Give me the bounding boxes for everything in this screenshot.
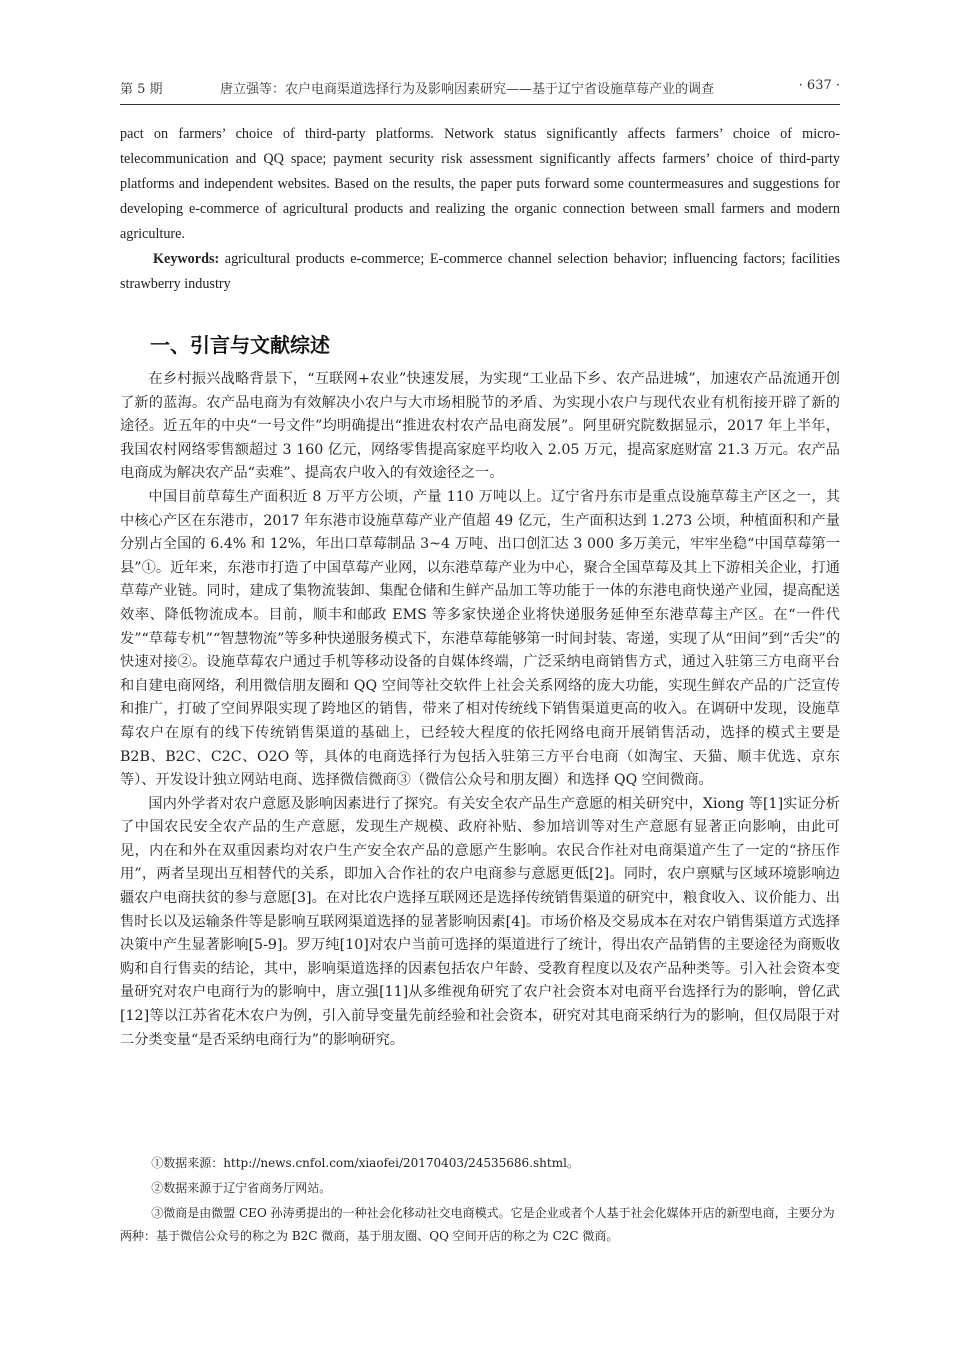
keywords-label: Keywords: — [153, 251, 220, 267]
keywords — [120, 247, 840, 297]
page-number: · 637 · — [798, 78, 840, 93]
body-text — [120, 368, 840, 1052]
footnote: ②数据来源于辽宁省商务厅网站。 — [151, 1181, 332, 1195]
issue-number: 第 5 期 — [120, 82, 163, 97]
paragraph: 在乡村振兴战略背景下，“互联网+农业”快速发展，为实现“工业品下乡、农产品进城”，加速农产品流通开创了新的蓝海。农产品电商为有效解决小农户与大市场相脱节的矛盾、为实现小农户与现代农业有机衔接开辟了新的途径。近五年的中央“一号文件”均明确提出“推进农村农产品电商发展”。阿里研究院数据显示，2017 年上半年，我国农村网络零售额超过 3 160 亿元，网络零售提高家庭平均收入 2.05 万元，提高家庭财富 21.3 万元。农产品电商成为解决农产品“卖难”、提高农户收入的有效途径之一。 — [120, 371, 840, 482]
running-header — [120, 74, 840, 105]
paragraph: 中国目前草莓生产面积近 8 万平方公顷，产量 110 万吨以上。辽宁省丹东市是重点设施草莓主产区之一，其中核心产区在东港市，2017 年东港市设施草莓产业产值超 49 亿元，生产面积达到 1.273 公顷，种植面积和产量分别占全国的 6.4% 和 12%，年出口草莓制品 3~4 万吨、出口创汇达 3 000 多万美元，牢牢坐稳“中国草莓第一县”①。近年来，东港市打造了中国草莓产业网，以东港草莓产业为中心，聚合全国草莓及其上下游相关企业，打通草莓产业链。同时，建成了集物流装卸、集配仓储和生鲜产品加工等功能于一体的东港电商快递产业园，提高配送效率、降低物流成本。目前，顺丰和邮政 EMS 等多家快递企业将快递服务延伸至东港草莓主产区。在“一件代发”“草莓专机”“智慧物流”等多种快递服务模式下，东港草莓能够第一时间封装、寄递，实现了从“田间”到“舌尖”的快速对接②。设施草莓农户通过手机等移动设备的自媒体终端，广泛采纳电商销售方式，通过入驻第三方电商平台和自建电商网络，利用微信朋友圈和 QQ 空间等社交软件上社会关系网络的庞大功能，实现生鲜农产品的广泛宣传和推广，打破了空间界限实现了跨地区的销售，带来了相对传统线下销售渠道更高的收入。在调研中发现，设施草莓农户在原有的线下传统销售渠道的基础上，已经较大程度的依托网络电商开展销售活动，选择的模式主要是 B2B、B2C、C2C、O2O 等，具体的电商选择行为包括入驻第三方平台电商（如淘宝、天猫、顺丰优选、京东等）、开发设计独立网站电商、选择微信微商③（微信公众号和朋友圈）和选择 QQ 空间微商。 — [120, 488, 841, 789]
keywords-text: agricultural products e-commerce; E-commerce channel selection behavior; influencing factors; facilities strawberry industry — [120, 251, 840, 292]
paragraph: 国内外学者对农户意愿及影响因素进行了探究。有关安全农产品生产意愿的相关研究中，Xiong 等[1]实证分析了中国农民安全农产品的生产意愿，发现生产规模、政府补贴、参加培训等对生产意愿有显著正向影响，由此可见，内在和外在双重因素均对农户生产安全农产品的意愿产生影响。农民合作社对电商渠道产生了一定的“挤压作用”，两者呈现出互相替代的关系，即加入合作社的农户电商参与意愿更低[2]。同时，农户禀赋与区域环境影响边疆农户电商扶贫的参与意愿[3]。在对比农户选择互联网还是选择传统销售渠道的研究中，粮食收入、议价能力、出售时长以及运输条件等是影响互联网渠道选择的显著影响因素[4]。市场价格及交易成本在对农户销售渠道方式选择决策中产生显著影响[5-9]。罗万纯[10]对农户当前可选择的渠道进行了统计，得出农产品销售的主要途径为商贩收购和自行售卖的结论，其中，影响渠道选择的因素包括农户年龄、受教育程度以及农产品种类等。引入社会资本变量研究对农户电商行为的影响中，唐立强[11]从多维视角研究了农户社会资本对电商平台选择行为的影响，曾亿武[12]等以江苏省花木农户为例，引入前导变量先前经验和社会资本，研究对其电商采纳行为的影响，但仅局限于对二分类变量“是否采纳电商行为”的影响研究。 — [120, 795, 840, 1048]
footnote: ③微商是由微盟 CEO 孙涛勇提出的一种社会化移动社交电商模式。它是企业或者个人基于社会化媒体开店的新型电商，主要分为两种：基于微信公众号的称之为 B2C 微商，基于朋友圈、QQ 空间开店的称之为 C2C 微商。 — [120, 1206, 835, 1243]
running-title: 唐立强等：农户电商渠道选择行为及影响因素研究——基于辽宁省设施草莓产业的调查 — [220, 82, 715, 97]
footnote: ①数据来源：http://news.cnfol.com/xiaofei/20170403/24535686.shtml。 — [151, 1156, 579, 1170]
abstract-tail: pact on farmers’ choice of third-party platforms. Network status significantly affects farmers’ choice of micro-telecommunication and QQ space; payment security risk assessment significantly affects farmers’ choice of third-party platforms and independent websites. Based on the results, the paper puts forward some countermeasures and suggestions for developing e-commerce of agricultural products and realizing the organic connection between small farmers and modern agriculture. — [120, 126, 840, 242]
section-title: 一、引言与文献综述 — [150, 333, 330, 357]
footnotes — [120, 1152, 840, 1248]
